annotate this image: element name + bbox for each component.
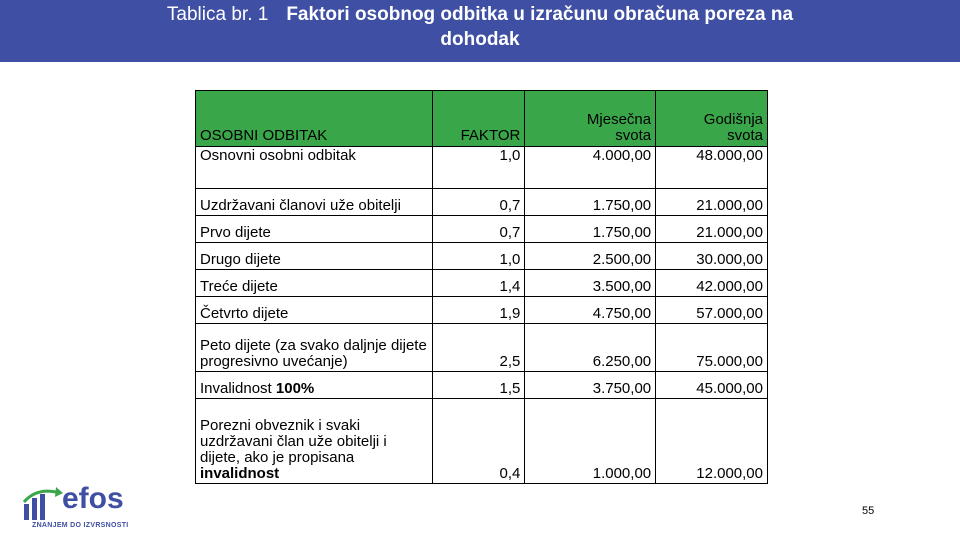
table-row: [196, 399, 768, 484]
page-title: [0, 4, 960, 26]
table-row: [196, 243, 768, 270]
efos-logo: [22, 482, 142, 532]
row-monthly: 6.250,00: [525, 324, 656, 372]
column-header-monthly: [525, 91, 656, 147]
row-label: Peto dijete (za svako daljnje dijete progresivno uvećanje): [196, 324, 433, 372]
row-label: Četvrto dijete: [196, 297, 433, 324]
row-yearly: 45.000,00: [656, 372, 768, 399]
table-header-row: [196, 91, 768, 147]
row-monthly: 4.750,00: [525, 297, 656, 324]
row-yearly: 21.000,00: [656, 189, 768, 216]
logo-tagline: ZNANJEM DO IZVRSNOSTI: [32, 522, 129, 529]
row-label-bold: 100%: [275, 380, 315, 397]
title-line-2: dohodak: [440, 29, 520, 50]
title-bar: [0, 0, 960, 62]
row-factor: 1,0: [433, 243, 525, 270]
table-row: [196, 216, 768, 243]
table-row: [196, 270, 768, 297]
table-row: [196, 324, 768, 372]
logo-bars-icon: [22, 486, 66, 522]
row-monthly: 1.750,00: [525, 216, 656, 243]
row-monthly: 1.000,00: [525, 399, 656, 484]
table-row: [196, 189, 768, 216]
column-header-deduction: OSOBNI ODBITAK: [196, 91, 433, 147]
table-label: Tablica br. 1: [166, 4, 269, 25]
row-factor: 1,9: [433, 297, 525, 324]
row-label-text: Invalidnost: [200, 380, 276, 397]
row-monthly: 3.750,00: [525, 372, 656, 399]
row-yearly: 75.000,00: [656, 324, 768, 372]
row-label: [196, 372, 433, 399]
row-yearly: 30.000,00: [656, 243, 768, 270]
row-factor: 1,4: [433, 270, 525, 297]
row-factor: 1,5: [433, 372, 525, 399]
row-yearly: 12.000,00: [656, 399, 768, 484]
row-label-text: Porezni obveznik i svaki uzdržavani član uže obitelji i dijete, ako je propisana: [200, 417, 387, 466]
row-label-bold: invalidnost: [200, 465, 280, 482]
logo-text: efos: [62, 482, 124, 515]
yearly-line-2: svota: [727, 127, 763, 144]
row-monthly: 3.500,00: [525, 270, 656, 297]
row-factor: 0,4: [433, 399, 525, 484]
row-factor: 0,7: [433, 189, 525, 216]
monthly-line-2: svota: [615, 127, 652, 144]
row-label: Prvo dijete: [196, 216, 433, 243]
page-number: 55: [862, 505, 875, 517]
row-factor: 1,0: [433, 147, 525, 189]
table-row: [196, 147, 768, 189]
table-row: [196, 297, 768, 324]
row-label: Osnovni osobni odbitak: [196, 147, 433, 189]
column-header-factor: FAKTOR: [433, 91, 525, 147]
row-label: Uzdržavani članovi uže obitelji: [196, 189, 433, 216]
table-row: [196, 372, 768, 399]
row-label: Drugo dijete: [196, 243, 433, 270]
column-header-yearly: [656, 91, 768, 147]
yearly-line-1: Godišnja: [703, 111, 763, 128]
row-factor: 0,7: [433, 216, 525, 243]
title-line-1: Faktori osobnog odbitka u izračunu obračuna poreza na: [286, 4, 794, 25]
row-label: [196, 399, 433, 484]
row-yearly: 21.000,00: [656, 216, 768, 243]
row-yearly: 42.000,00: [656, 270, 768, 297]
deduction-table: [195, 90, 768, 484]
row-monthly: 4.000,00: [525, 147, 656, 189]
row-yearly: 48.000,00: [656, 147, 768, 189]
monthly-line-1: Mjesečna: [586, 111, 652, 128]
row-yearly: 57.000,00: [656, 297, 768, 324]
row-factor: 2,5: [433, 324, 525, 372]
row-monthly: 1.750,00: [525, 189, 656, 216]
row-label: Treće dijete: [196, 270, 433, 297]
row-monthly: 2.500,00: [525, 243, 656, 270]
